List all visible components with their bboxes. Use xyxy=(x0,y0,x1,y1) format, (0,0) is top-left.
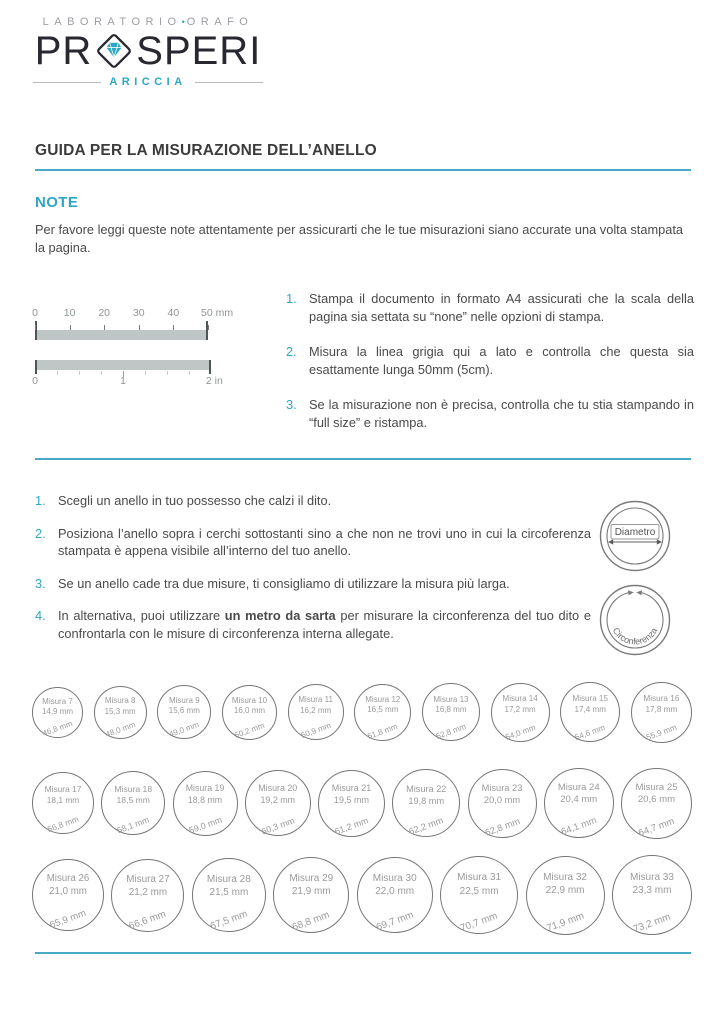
sizing-instructions-list xyxy=(35,492,591,657)
ring-size-label: Misura 7 xyxy=(42,696,73,706)
ring-text xyxy=(158,696,210,717)
brand-top-line xyxy=(33,16,263,28)
ruler-mm-label: 0 xyxy=(32,307,38,319)
ring-text xyxy=(112,873,183,899)
ring-size-label: Misura 17 xyxy=(44,784,82,795)
ring-size-label: Misura 28 xyxy=(206,873,251,885)
ring-size-label: Misura 18 xyxy=(114,783,153,794)
ring-size-label: Misura 16 xyxy=(643,693,680,703)
ring-diameter-value: 18,1 mm xyxy=(46,795,80,806)
ring-diameter-value: 15,3 mm xyxy=(104,706,136,716)
ring-text xyxy=(289,695,343,716)
calibration-ruler xyxy=(32,305,285,390)
ruler-mm-label: 30 xyxy=(132,307,145,319)
ring-size-label: Misura 14 xyxy=(502,694,538,704)
ring-circle xyxy=(173,771,238,836)
ring-diameter-value: 17,4 mm xyxy=(574,704,606,714)
ruler-in-endcap xyxy=(209,360,211,374)
ruler-tick xyxy=(79,371,80,375)
ring-diameter-value: 19,8 mm xyxy=(408,795,445,806)
ring-diameter-value: 16,0 mm xyxy=(233,706,266,716)
ring-size-label: Misura 23 xyxy=(481,783,523,794)
ruler-tick xyxy=(189,371,190,375)
ring-size-label: Misura 22 xyxy=(406,783,447,794)
ring-circumference-value: 50,2 mm xyxy=(233,720,266,740)
ring-circle xyxy=(422,683,480,741)
step-text-post: per misurare la circonferenza del tuo dito e confrontarla con le misure di circonferenza interna allegate. xyxy=(58,608,591,641)
ring-diameter-value: 16,5 mm xyxy=(367,705,399,715)
ring-size-label: Misura 15 xyxy=(572,694,609,704)
ring-circle xyxy=(101,771,165,835)
sizing-step xyxy=(35,492,591,510)
ring-diameter-value: 21,9 mm xyxy=(291,886,331,898)
ring-circle xyxy=(32,859,104,931)
step-text: Se un anello cade tra due misure, ti consigliamo di utilizzare la misura più larga. xyxy=(58,575,510,591)
ring-text xyxy=(33,873,103,899)
brand-word-orafo: ORAFO xyxy=(186,16,254,28)
ring-circumference-value: 62,8 mm xyxy=(483,815,521,838)
ruler-in-bar xyxy=(35,360,211,370)
ring-circle xyxy=(32,772,94,834)
ring-circle xyxy=(157,685,211,739)
ring-circumference-value: 48,0 mm xyxy=(103,719,137,739)
ring-circumference-value: 73,2 mm xyxy=(631,911,673,935)
ring-circle xyxy=(440,856,518,934)
ring-circle xyxy=(544,768,614,838)
ring-circle xyxy=(288,684,344,740)
brand-name xyxy=(33,29,263,73)
ruler-tick xyxy=(70,325,71,330)
ruler-in-endcap xyxy=(35,360,37,374)
ring-diameter-value: 21,2 mm xyxy=(128,887,168,899)
ring-text xyxy=(33,697,82,718)
ring-text xyxy=(527,871,604,897)
ring-circle xyxy=(111,859,184,932)
ring-diameter-value: 23,3 mm xyxy=(632,885,672,896)
ring-circle xyxy=(560,682,620,742)
ring-row-3 xyxy=(32,853,692,937)
ring-text xyxy=(174,783,237,806)
ruler-in-label: 2 in xyxy=(205,375,223,387)
ring-circumference-value: 50,9 mm xyxy=(299,721,332,741)
ring-size-label: Misura 21 xyxy=(331,782,372,793)
ring-size-label: Misura 32 xyxy=(543,872,587,884)
ring-circumference-value: 71,9 mm xyxy=(544,910,586,935)
ring-circumference-value: 54,6 mm xyxy=(573,722,607,743)
ring-row-1 xyxy=(32,680,692,744)
ring-circle xyxy=(612,855,692,935)
ring-circle xyxy=(354,684,411,741)
ring-text xyxy=(441,871,517,897)
sizing-step xyxy=(35,607,591,642)
ring-text xyxy=(613,871,691,897)
ring-diameter-value: 21,0 mm xyxy=(49,886,87,898)
ring-diameter-value: 16,8 mm xyxy=(435,705,467,715)
ring-circumference-value: 68,8 mm xyxy=(291,909,332,934)
ring-text xyxy=(102,784,164,807)
ring-circumference-value: 67,5 mm xyxy=(208,908,250,933)
ring-circle xyxy=(526,856,605,935)
brand-name-post: SPERI xyxy=(136,29,262,73)
ring-text xyxy=(274,872,348,898)
brand-city-line xyxy=(33,76,263,88)
ring-size-label: Misura 24 xyxy=(557,781,600,793)
ring-text xyxy=(95,696,146,717)
ruler-tick xyxy=(173,325,174,330)
ring-diameter-value: 14,9 mm xyxy=(41,707,74,717)
section-divider xyxy=(35,458,691,460)
ring-size-label: Misura 8 xyxy=(104,696,136,706)
ruler-in-label: 1 xyxy=(120,375,126,387)
step-number: 3. xyxy=(35,575,46,591)
ring-diameter-value: 16,2 mm xyxy=(300,705,332,715)
ring-diameter-value: 22,0 mm xyxy=(375,886,415,898)
ruler-tick xyxy=(57,371,58,375)
divider-line xyxy=(195,82,263,83)
step-text: Posiziona l’anello sopra i cerchi sottostanti sino a che non ne trovi uno in cui la circoferenza stampata è appena visibile all’interno del tuo anello. xyxy=(58,525,591,558)
ring-size-label: Misura 30 xyxy=(372,873,417,885)
ring-diameter-value: 19,5 mm xyxy=(333,794,369,805)
ring-circle xyxy=(468,769,537,838)
ring-circle xyxy=(621,768,692,839)
ring-circle xyxy=(222,685,277,740)
ring-text xyxy=(319,783,384,807)
print-step xyxy=(286,290,694,325)
ring-circumference-value: 46,8 mm xyxy=(41,719,74,739)
ring-circumference-value: 69,7 mm xyxy=(374,909,415,934)
ring-text xyxy=(223,696,276,717)
ring-size-label: Misura 13 xyxy=(433,694,469,704)
step-text: Misura la linea grigia qui a lato e controlla che questa sia esattamente lunga 50mm (5cm). xyxy=(309,344,694,377)
ruler-tick xyxy=(167,371,168,375)
brand-name-pre: PR xyxy=(34,29,93,73)
sizing-step xyxy=(35,525,591,560)
ring-text xyxy=(632,694,691,716)
step-text xyxy=(58,607,591,642)
ring-circumference-value: 64,7 mm xyxy=(637,815,676,839)
ring-text xyxy=(423,695,479,716)
step-text-pre: In alternativa, puoi utilizzare xyxy=(58,608,225,623)
ring-diameter-value: 15,6 mm xyxy=(168,706,200,716)
ring-circumference-value: 54,0 mm xyxy=(503,722,537,742)
circumference-label-text xyxy=(611,626,660,647)
print-step xyxy=(286,343,694,378)
ring-size-label: Misura 26 xyxy=(46,873,90,885)
ring-size-label: Misura 19 xyxy=(185,783,225,794)
ring-circumference-value: 58,1 mm xyxy=(115,814,151,836)
step-number: 3. xyxy=(286,397,297,412)
ring-diameter-value: 21,5 mm xyxy=(209,886,249,898)
ruler-tick xyxy=(145,371,146,375)
note-intro: Per favore leggi queste note attentamente per assicurarti che le tue misurazioni siano accurate una volta stampata la pagina. xyxy=(35,222,684,255)
ring-size-label: Misura 9 xyxy=(168,695,200,705)
step-number: 1. xyxy=(286,291,297,306)
ring-circumference-value: 52,8 mm xyxy=(434,722,468,742)
ring-circle xyxy=(245,770,311,836)
ring-size-label: Misura 29 xyxy=(289,873,334,885)
ring-text xyxy=(545,782,613,807)
ring-circumference-value: 64,1 mm xyxy=(559,815,599,839)
ring-circumference-value: 61,2 mm xyxy=(333,815,370,837)
ring-diameter-value: 22,9 mm xyxy=(545,885,585,897)
step-text: Stampa il documento in formato A4 assicurati che la scala della pagina sia settata su “none” nelle opzioni di stampa. xyxy=(309,291,694,324)
diameter-diagram-icon xyxy=(597,498,673,574)
brand-word-laboratorio: LABORATORIO xyxy=(42,16,182,28)
ring-size-label: Misura 31 xyxy=(457,872,502,884)
ring-text xyxy=(358,872,432,898)
ring-circle xyxy=(631,682,692,743)
step-number: 2. xyxy=(286,344,297,359)
ring-diameter-value: 18,5 mm xyxy=(116,795,150,806)
ruler-tick xyxy=(101,371,102,375)
ring-size-label: Misura 20 xyxy=(258,783,298,794)
ruler-mm-label: 50 mm xyxy=(201,307,234,319)
ring-circle xyxy=(318,770,385,837)
ring-size-label: Misura 33 xyxy=(630,871,674,883)
ruler-mm-label: 40 xyxy=(167,307,180,319)
ring-size-label: Misura 27 xyxy=(126,873,170,885)
ring-diameter-value: 20,6 mm xyxy=(637,794,676,806)
brand-city: ARICCIA xyxy=(109,76,187,88)
ring-diameter-value: 20,4 mm xyxy=(560,794,598,806)
ring-row-2 xyxy=(32,766,692,840)
ring-diameter-value: 17,2 mm xyxy=(504,704,536,714)
ring-size-label: Misura 11 xyxy=(298,695,333,705)
ring-text xyxy=(33,784,93,806)
ring-circle xyxy=(491,683,550,742)
ring-circumference-value: 56,8 mm xyxy=(45,813,81,835)
ring-circle xyxy=(273,857,349,933)
ring-text xyxy=(492,694,549,715)
ruler-in-label: 0 xyxy=(32,375,38,387)
ring-size-label: Misura 12 xyxy=(365,694,401,704)
ring-size-label: Misura 10 xyxy=(231,695,268,705)
step-text: Scegli un anello in tuo possesso che calzi il dito. xyxy=(58,493,332,508)
bottom-divider xyxy=(35,952,691,954)
ring-circumference-value: 49,0 mm xyxy=(168,720,201,740)
ring-circle xyxy=(392,769,460,837)
print-step xyxy=(286,396,694,431)
diameter-label: Diametro xyxy=(614,527,656,538)
ring-circumference-value: 51,8 mm xyxy=(366,721,399,741)
ring-circumference-value: 55,9 mm xyxy=(644,723,678,743)
ring-text xyxy=(393,783,459,807)
ruler-mm-endcap xyxy=(206,321,208,340)
ring-text xyxy=(561,694,619,715)
sizing-step xyxy=(35,575,591,593)
ring-circumference-value: 66,6 mm xyxy=(127,908,168,932)
ring-diameter-value: 20,0 mm xyxy=(483,795,521,806)
circumference-diagram xyxy=(597,582,673,663)
ring-circumference-value: 59,0 mm xyxy=(187,814,223,836)
step-text: Se la misurazione non è precisa, controlla che tu stia stampando in “full size” e ristampa. xyxy=(309,397,694,430)
ring-diameter-value: 22,5 mm xyxy=(459,885,499,897)
step-number: 2. xyxy=(35,525,46,541)
ring-circumference-value: 65,9 mm xyxy=(48,907,88,932)
ruler-mm-label: 10 xyxy=(63,307,76,319)
ring-text xyxy=(622,782,691,807)
brand-dot-icon: • xyxy=(181,17,187,27)
ruler-mm-bar xyxy=(35,330,208,340)
brand-logo xyxy=(33,16,263,88)
ring-circumference-value: 62,2 mm xyxy=(407,815,445,838)
step-number: 1. xyxy=(35,493,46,508)
ring-circle xyxy=(357,857,433,933)
diameter-diagram xyxy=(597,498,673,579)
circumference-label: Circonferenza xyxy=(610,625,660,647)
step-number: 4. xyxy=(35,608,46,623)
ring-size-label: Misura 25 xyxy=(635,781,678,793)
ring-text xyxy=(469,782,536,807)
circumference-diagram-icon xyxy=(597,582,673,658)
divider-line xyxy=(33,82,101,83)
step-text-bold: un metro da sarta xyxy=(224,608,336,623)
ring-circumference-value: 70,7 mm xyxy=(458,910,500,935)
note-heading: NOTE xyxy=(35,194,79,211)
ring-diameter-value: 18,8 mm xyxy=(187,795,223,806)
ring-circle xyxy=(192,858,266,932)
ruler-mm-label: 20 xyxy=(98,307,111,319)
ruler-tick xyxy=(139,325,140,330)
title-block xyxy=(35,142,691,171)
ring-circle xyxy=(32,687,83,738)
ring-text xyxy=(193,873,265,899)
ruler-tick xyxy=(208,325,209,330)
ring-diameter-value: 17,8 mm xyxy=(645,704,678,714)
page-title: GUIDA PER LA MISURAZIONE DELL’ANELLO xyxy=(35,142,377,159)
diamond-icon xyxy=(94,31,134,71)
ring-text xyxy=(355,695,410,716)
ring-diameter-value: 19,2 mm xyxy=(260,794,296,805)
ruler-tick xyxy=(35,325,36,330)
print-instructions-list xyxy=(286,290,694,449)
ring-circle xyxy=(94,686,147,739)
ruler-tick xyxy=(104,325,105,330)
ring-text xyxy=(246,783,310,807)
ruler-mm-endcap xyxy=(35,321,37,340)
ring-circumference-value: 60,3 mm xyxy=(259,814,296,837)
